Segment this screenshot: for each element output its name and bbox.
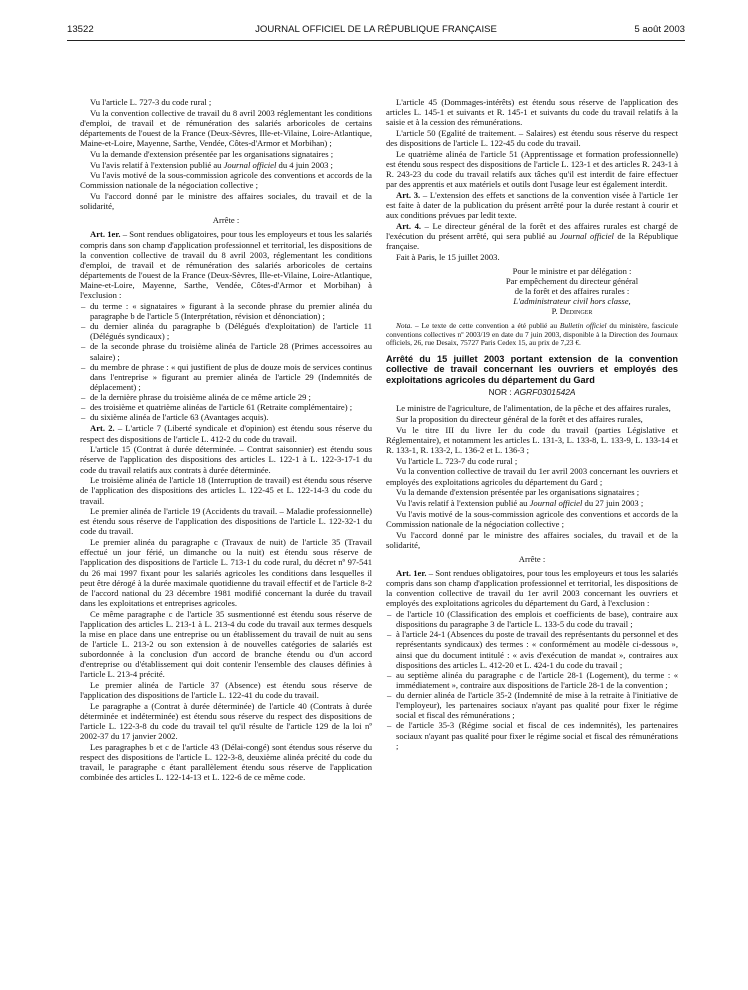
left-column — [80, 97, 372, 976]
list-item: – des troisième et quatrième alinéas de l'article 61 (Retraite complémentaire) ; — [80, 402, 372, 412]
list-item: – à l'article 24-1 (Absences du poste de travail des représentants du personnel et des représentants syndicaux) des termes : « conformément au modèle ci-dessous », ainsi que du document intitulé : « avis d'exécution de mandat », contraires aux dispositions des articles L. 412-20 et L. 424-1 du code du travail ; — [386, 629, 678, 670]
paragraph: Le troisième alinéa de l'article 18 (Interruption de travail) est étendu sous réserve de l'application des dispositions des articles L. 122-45 et L. 122-14-3 du code du travail. — [80, 475, 372, 506]
paragraph: Les paragraphes b et c de l'article 43 (Délai-congé) sont étendus sous réserve du respect des dispositions de l'article L. 122-3-8, deuxième alinéa précité du code du travail, le paragraphe c étant parallèlement étendu sous réserve de l'application combinée des articles L. 122-14-13 et L. 122-6 de ce même code. — [80, 742, 372, 783]
signature-line: Par empêchement du directeur général — [505, 275, 639, 286]
list-item: – du dernier alinéa du paragraphe b (Délégués d'exploitation) de l'article 11 (Délégués syndicaux) ; — [80, 321, 372, 341]
paragraph: L'article 45 (Dommages-intérêts) est étendu sous réserve de l'application des articles L. 145-1 et suivants et R. 145-1 et suivants du code du travail relatifs à la saisie et à la cession des rémunérations. — [386, 97, 678, 128]
list-item: – du membre de phrase : « qui justifient de plus de douze mois de services continus dans l'entreprise » figurant au premier alinéa de l'article 29 (Indemnités de déplacement) ; — [80, 362, 372, 392]
signature-line: de la forêt et des affaires rurales : — [514, 285, 630, 296]
paragraph — [386, 498, 678, 508]
article-label: Art. 2. — [90, 423, 115, 434]
paragraph: Vu le titre III du livre Ier du code du travail (parties Législative et Réglementaire), et notamment les articles L. 131-3, L. 133-8, L. 133-9, L. 133-14 et R. 133-1, R. 133-2, L. 136-2 et L. 136-3 ; — [386, 424, 678, 455]
paragraph: Vu l'avis motivé de la sous-commission agricole des conventions et accords de la Commission nationale de la négociation collective ; — [386, 508, 678, 529]
text: – Le texte de cette convention a été publié au — [415, 321, 558, 331]
page-number: 13522 — [67, 24, 94, 35]
paragraph: L'article 15 (Contrat à durée déterminée. – Contrat saisonnier) est étendu sous réserve de l'application des dispositions des articles L. 122-1 à L. 122-3-17-1 du code du travail relatifs aux contrats à durée déterminée. — [80, 444, 372, 475]
paragraph: Vu l'accord donné par le ministre des affaires sociales, du travail et de la solidarité, — [386, 529, 678, 550]
paragraph: Sur la proposition du directeur général de la forêt et des affaires rurales, — [396, 414, 643, 425]
paragraph: Vu la demande d'extension présentée par les organisations signataires ; — [90, 148, 334, 159]
list-item: – de l'article 35-3 (Régime social et fiscal de ces indemnités), les partenaires sociaux n'ayant pas qualité pour fixer le régime social et fiscal des rémunérations ; — [386, 720, 678, 750]
text: – Le directeur général de la forêt et des affaires rurales est chargé de l'exécution du présent arrêté, qui sera publié au — [386, 220, 678, 241]
text: – L'article 7 (Liberté syndicale et d'opinion) est étendu sous réserve du respect des dispositions de l'article L. 412-2 du code du travail. — [80, 423, 372, 444]
journal-name: Journal officiel — [559, 231, 614, 241]
paragraph: Vu la convention collective de travail du 1er avril 2003 concernant les ouvriers et employés des exploitations agricoles du département du Gard ; — [386, 466, 678, 487]
paragraph: Le quatrième alinéa de l'article 51 (Apprentissage et formation professionnelle) est étendu sous respect des dispositions de l'article L. 123-1 et des articles R. 243-1 à R. 243-23 du code du travail relatifs aux tâches qu'il est interdit de faire effectuer par des apprentis et aux matériels et outils dont l'usage leur est également interdit. — [386, 148, 678, 190]
paragraph — [80, 160, 372, 170]
article-3 — [386, 190, 678, 220]
paragraph: Vu l'avis motivé de la sous-commission agricole des conventions et accords de la Commission nationale de la négociation collective ; — [80, 170, 372, 191]
nor-code: AGRF0301542A — [514, 387, 576, 398]
signatory-name: P. Dedinger — [551, 306, 593, 317]
paragraph: Le premier alinéa de l'article 37 (Absence) est étendu sous réserve de l'application des dispositions de l'article L. 122-41 du code du travail. — [80, 680, 372, 701]
bulletin-name: Bulletin officiel — [559, 321, 607, 331]
list-item: – au septième alinéa du paragraphe c de l'article 28-1 (Logement), du terme : « immédiatement », contraire aux dispositions de l'article 28-1 de la convention ; — [386, 670, 678, 690]
paragraph: Le premier alinéa du paragraphe c (Travaux de nuit) de l'article 35 (Travail effectué un jour férié, un dimanche ou la nuit) est étendu sous réserve de l'application des dispositions de l'article L. 713-1 du code rural, du décret nº 97-541 du 26 mai 1997 fixant pour les salariés agricoles les conditions dans lesquelles il peut être dérogé à la durée maximale quotidienne du travail effectif et de l'article 8-2 de l'accord national du 23 décembre 1981 modifié concernant la durée du travail dans les exploitations et entreprises agricoles. — [80, 537, 372, 608]
paragraph: Vu la convention collective de travail du 8 avril 2003 réglementant les conditions d'emploi, de travail et de rémunération des salariés arboricoles de certains départements de l'ouest de la France (Deux-Sèvres, Ille-et-Vilaine, Loire-Atlantique, Maine-et-Loire, Mayenne, Sarthe, Vendée, Côtes-d'Armor et Morbihan) ; — [80, 107, 372, 149]
paragraph: Vu l'article L. 723-7 du code rural ; — [396, 455, 518, 466]
list-item: – du terme : « signataires » figurant à la seconde phrase du premier alinéa du paragraphe b de l'article 5 (Interprétation, révision et dénonciation) ; — [80, 301, 372, 321]
paragraph: Vu la demande d'extension présentée par les organisations signataires ; — [396, 487, 640, 498]
journal-name: Journal officiel — [529, 498, 583, 508]
paragraph: L'article 50 (Egalité de traitement. – Salaires) est étendu sous réserve du respect des dispositions de l'article L. 122-45 du code du travail. — [386, 127, 678, 149]
article-label: Art. 1er. — [396, 567, 427, 578]
list-item: – de l'article 10 (Classification des emplois et coefficients de base), contraire aux dispositions du paragraphe 3 de l'article L. 133-5 du code du travail ; — [386, 609, 678, 629]
paragraph: Ce même paragraphe c de l'article 35 susmentionné est étendu sous réserve de l'application des articles L. 213-1 à L. 213-4 du code du travail aux termes desquels la mise en place dans une entreprise ou un établissement du travail de nuit au sens de l'article L. 213-2 ou son extension à de nouvelles catégories de salariés est subordonnée à la conclusion d'un accord de branche étendu ou d'un accord d'entreprise ou d'établissement qui doit contenir l'ensemble des clauses définies à l'article L. 213-4 précité. — [80, 608, 372, 680]
paragraph: Vu l'accord donné par le ministre des affaires sociales, du travail et de la solidarité, — [80, 191, 372, 212]
exclusion-list — [386, 609, 678, 751]
arrete-title: Arrêté du 15 juillet 2003 portant extension de la convention collective de travail concernant les ouvriers et employés des exploitations agricoles du département du Gard — [386, 353, 678, 385]
arrete-heading: Arrête : — [518, 553, 546, 564]
arrete-heading: Arrête : — [212, 215, 240, 226]
nor-label: NOR : — [488, 387, 512, 398]
text: – L'extension des effets et sanctions de la convention visée à l'article 1er est faite à dater de la publication du présent arrêté pour la durée restant à courir et aux conditions prévues par ledit texte. — [386, 189, 678, 221]
right-column — [386, 97, 678, 976]
header-rule — [67, 40, 685, 41]
article-label: Art. 1er. — [90, 229, 121, 240]
list-item: – du dernier alinéa de l'article 35-2 (Indemnité de mise à la retraite à l'initiative de l'employeur), les partenaires sociaux n'ayant pas qualité pour fixer le régime social et fiscal des rémunérations ; — [386, 690, 678, 720]
list-item: – de la seconde phrase du troisième alinéa de l'article 28 (Primes accessoires au salaire) ; — [80, 341, 372, 361]
article-1 — [80, 229, 372, 300]
issue-date: 5 août 2003 — [634, 24, 685, 35]
text: Vu l'avis relatif à l'extension publié au — [396, 498, 528, 508]
paragraph: Le premier alinéa de l'article 19 (Accidents du travail. – Maladie professionnelle) est étendu sous réserve de l'application des dispositions de l'article L. 122-32-1 du code du travail. — [80, 506, 372, 537]
paragraph: Vu l'article L. 727-3 du code rural ; — [90, 97, 212, 107]
article-label: Art. 3. — [396, 189, 421, 200]
list-item: – du sixième alinéa de l'article 63 (Avantages acquis). — [80, 412, 372, 422]
note-label: Nota. — [396, 321, 413, 331]
page-header — [67, 24, 685, 40]
text: Vu l'avis relatif à l'extension publié au — [90, 159, 222, 170]
signature-title: L'administrateur civil hors classe, — [513, 295, 631, 306]
place-date: Fait à Paris, le 15 juillet 2003. — [396, 251, 500, 262]
paragraph: Le ministre de l'agriculture, de l'alimentation, de la pêche et des affaires rurales, — [396, 403, 671, 414]
text: du 27 juin 2003 ; — [584, 498, 644, 508]
nor-reference — [386, 387, 678, 397]
text: du ministère, fascicule conventions collectives nº 2003/19 en date du 7 juin 2003, disponible à la Direction des Journaux officiels, 26, rue Desaix, 75727 Paris Cedex 15, au prix de 7,23 €. — [386, 321, 678, 348]
article-4 — [386, 221, 678, 251]
exclusion-list — [80, 301, 372, 423]
journal-name: Journal officiel — [223, 159, 277, 170]
text: – Sont rendues obligatoires, pour tous les employeurs et tous les salariés compris dans son champ d'application professionnel et territorial, les dispositions de la convention collective de travail du 8 avril 2003, réglementant les conditions d'emploi, de travail et de rémunération des salariés arboricoles de certains départements de l'ouest de la France (Deux-Sèvres, Ille-et-Vilaine, Loire-Atlantique, Maine-et-Loire, Mayenne, Sarthe, Vendée, Côtes-d'Armor et Morbihan) à l'exclusion : — [80, 229, 372, 301]
article-2 — [80, 423, 372, 443]
signature-line: Pour le ministre et par délégation : — [512, 265, 632, 276]
journal-title: JOURNAL OFFICIEL DE LA RÉPUBLIQUE FRANÇAISE — [255, 24, 497, 35]
text: – Sont rendues obligatoires, pour tous les employeurs et tous les salariés compris dans son champ d'application professionnel et territorial, les dispositions de la convention collective de travail du 1er avril 2003 concernant les ouvriers et employés des exploitations agricoles du département du Gard, à l'exclusion : — [386, 567, 678, 609]
article-1 — [386, 568, 678, 609]
list-item: – de la dernière phrase du troisième alinéa de ce même article 29 ; — [80, 392, 372, 402]
article-label: Art. 4. — [396, 220, 422, 231]
nota — [386, 322, 678, 348]
text: de la République française. — [386, 231, 678, 252]
text: du 4 juin 2003 ; — [278, 159, 333, 170]
paragraph: Le paragraphe a (Contrat à durée déterminée) de l'article 40 (Contrats à durée déterminée et indéterminée) est étendu sous réserve du respect des dispositions de l'article L. 122-3-8 du code du travail tel qu'il résulte de l'article 129 de la loi nº 2002-37 du 17 janvier 2002. — [80, 700, 372, 742]
